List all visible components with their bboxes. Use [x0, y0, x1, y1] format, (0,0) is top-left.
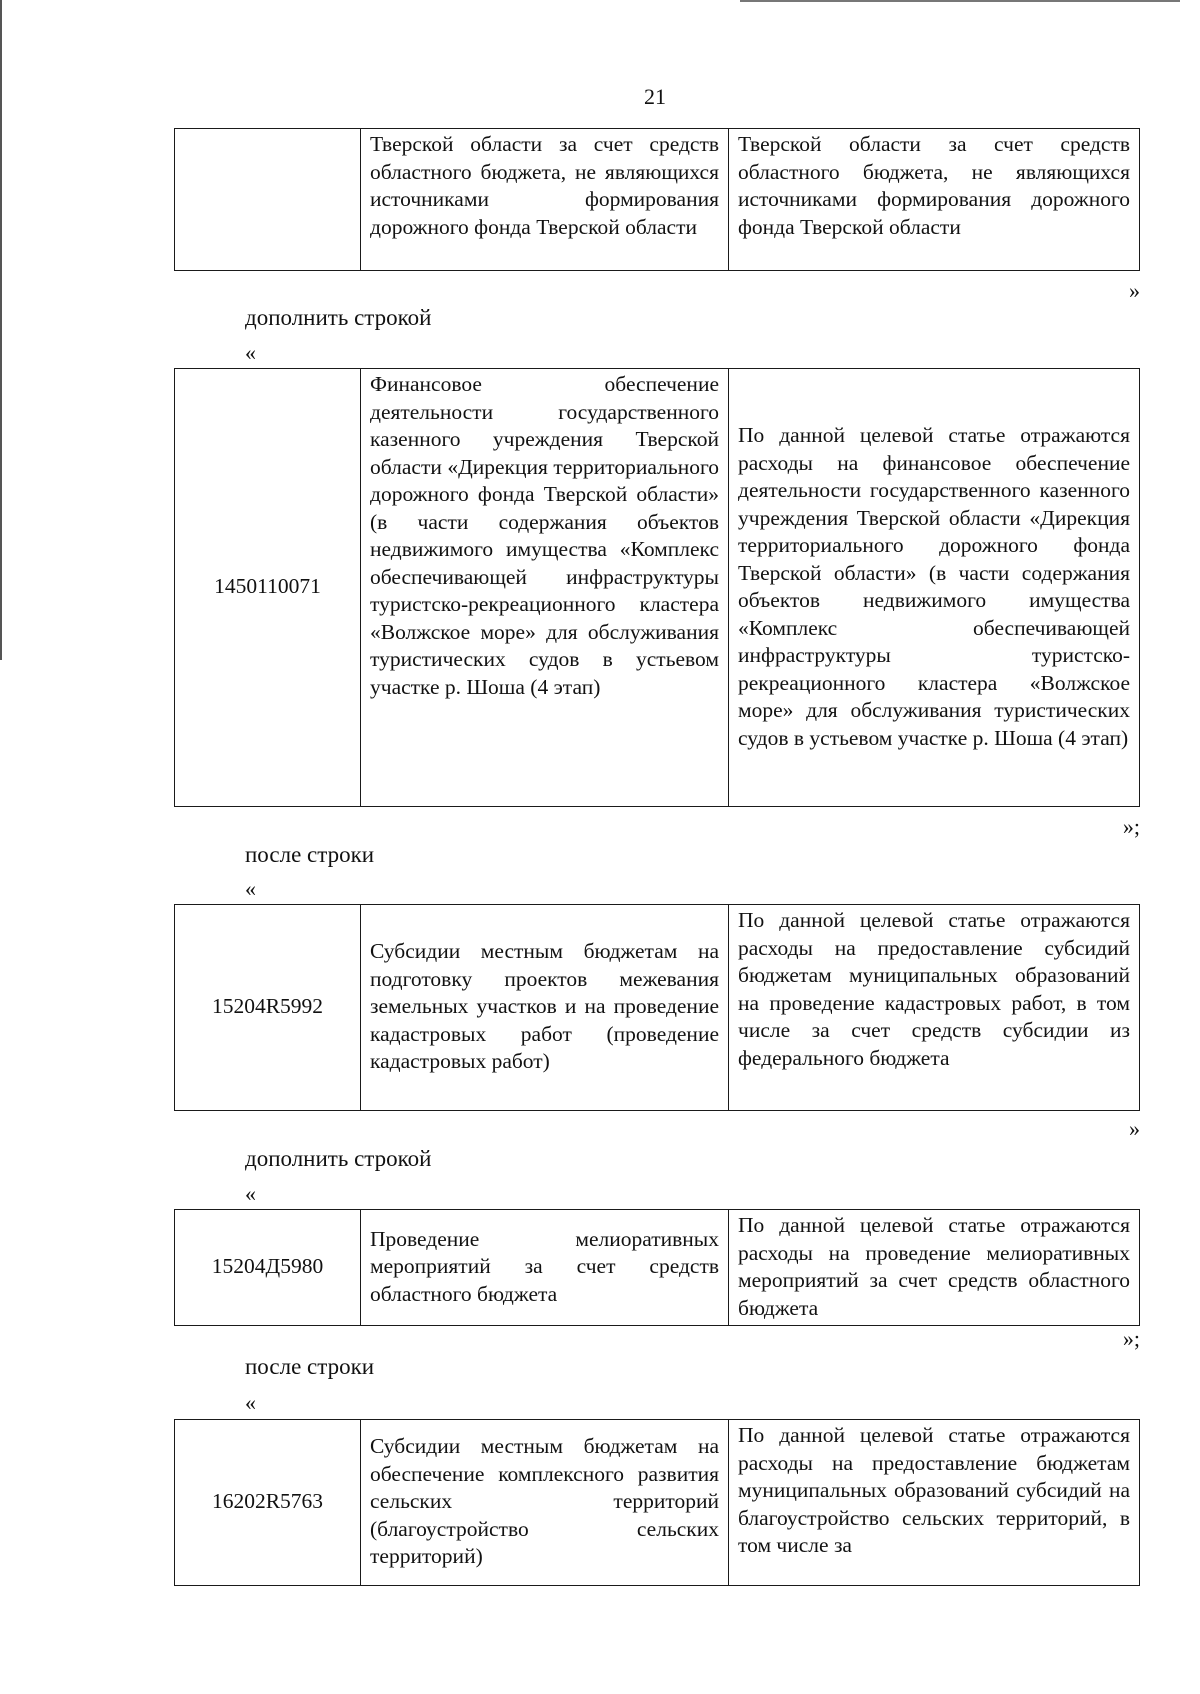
table-row-continuation	[174, 128, 1140, 271]
table-row	[175, 369, 1140, 807]
description-cell: По данной целевой статье отражаются расходы на предоставление субсидий бюджетам муниципальных образований на проведение кадастровых работ, в том числе за счет средств субсидии из федерального бюджета	[729, 905, 1140, 1111]
closing-quote: »;	[1122, 1326, 1140, 1351]
reference-row-table	[174, 1419, 1140, 1586]
name-cell: Финансовое обеспечение деятельности государственного казенного учреждения Тверской области «Дирекция территориального дорожного фонда Тверской области» (в части содержания объектов недвижимого имущества «Комплекс обеспечивающей инфраструктуры туристско-рекреационного кластера «Волжское море» для обслуживания туристических судов в устьевом участке р. Шоша (4 этап)	[361, 369, 729, 807]
instruction-text: дополнить строкой	[245, 305, 432, 330]
table-row	[175, 905, 1140, 1111]
description-cell: По данной целевой статье отражаются расходы на финансовое обеспечение деятельности государственного казенного учреждения Тверской области «Дирекция территориального дорожного фонда Тверской области» (в части содержания объектов недвижимого имущества «Комплекс обеспечивающей инфраструктуры туристско-рекреационного кластера «Волжское море» для обслуживания туристических судов в устьевом участке р. Шоша (4 этап)	[729, 369, 1140, 807]
reference-row-table	[174, 904, 1140, 1111]
description-cell: По данной целевой статье отражаются расходы на предоставление бюджетам муниципальных образований субсидий на благоустройство сельских территорий, в том числе за	[729, 1420, 1140, 1586]
closing-quote: »;	[1122, 814, 1140, 839]
description-cell: Тверской области за счет средств областного бюджета, не являющихся источниками формирования дорожного фонда Тверской области	[729, 129, 1140, 271]
instruction-text: после строки	[245, 1354, 375, 1379]
code-cell: 15204R5992	[175, 905, 361, 1111]
inserted-row-table	[174, 368, 1140, 807]
name-cell: Субсидии местным бюджетам на обеспечение комплексного развития сельских территорий (благоустройство сельских территорий)	[361, 1420, 729, 1586]
name-cell: Субсидии местным бюджетам на подготовку проектов межевания земельных участков и на проведение кадастровых работ (проведение кадастровых работ)	[361, 905, 729, 1111]
opening-quote: «	[245, 1181, 256, 1206]
code-cell	[175, 129, 361, 271]
opening-quote: «	[245, 876, 256, 901]
table-row	[175, 129, 1140, 271]
instruction-text: дополнить строкой	[245, 1146, 432, 1171]
scan-top-edge-line	[740, 0, 1180, 2]
description-cell: По данной целевой статье отражаются расходы на проведение мелиоративных мероприятий за счет средств областного бюджета	[729, 1210, 1140, 1326]
table-row	[175, 1420, 1140, 1586]
code-cell: 1450110071	[175, 369, 361, 807]
name-cell: Тверской области за счет средств областного бюджета, не являющихся источниками формирования дорожного фонда Тверской области	[361, 129, 729, 271]
table-row	[175, 1210, 1140, 1326]
inserted-row-table	[174, 1209, 1140, 1326]
name-cell: Проведение мелиоративных мероприятий за счет средств областного бюджета	[361, 1210, 729, 1326]
closing-quote: »	[1129, 1116, 1140, 1141]
code-cell: 15204Д5980	[175, 1210, 361, 1326]
page-number: 21	[644, 84, 666, 109]
instruction-text: после строки	[245, 842, 375, 867]
opening-quote: «	[245, 340, 256, 365]
code-cell: 16202R5763	[175, 1420, 361, 1586]
closing-quote: »	[1129, 278, 1140, 303]
opening-quote: «	[245, 1390, 256, 1415]
